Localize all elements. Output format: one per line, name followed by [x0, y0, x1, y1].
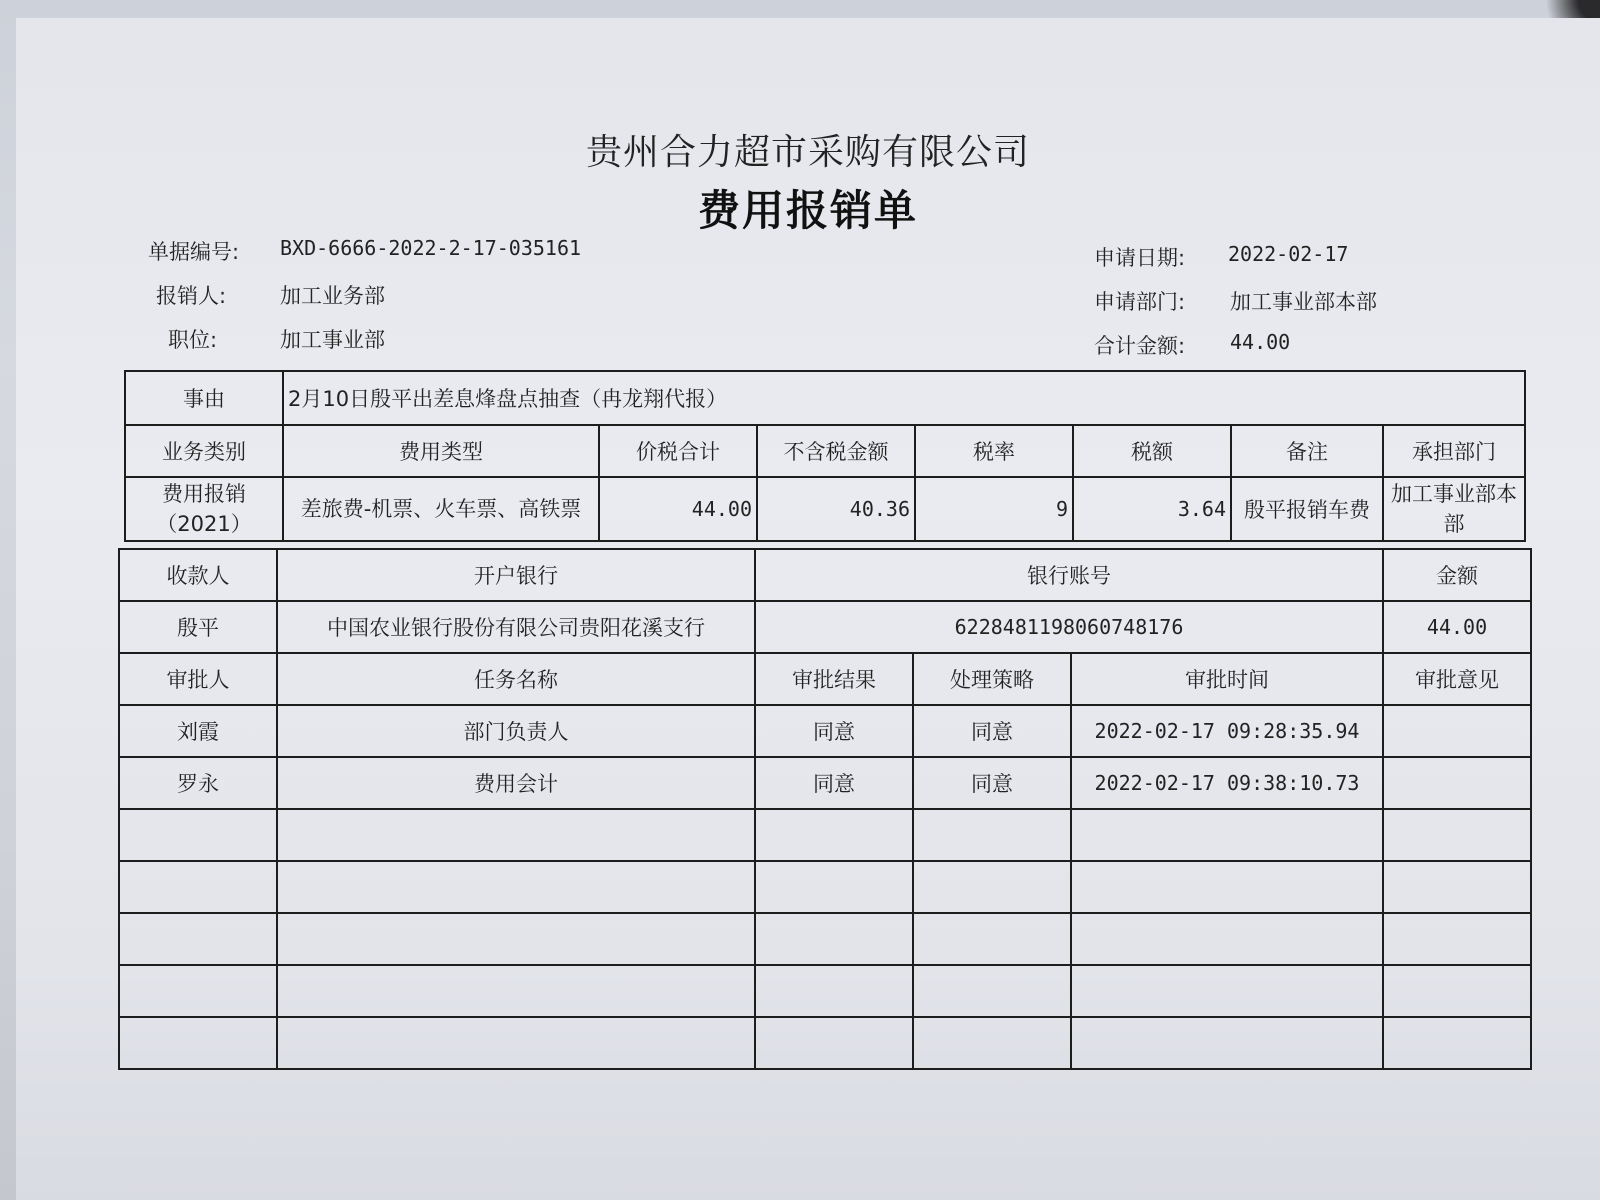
cell-total: 44.00 — [599, 477, 757, 541]
cell-approver: 罗永 — [119, 757, 277, 809]
claimant-label: 报销人: — [156, 284, 227, 308]
empty-cell — [119, 1017, 277, 1069]
header-net: 不含税金额 — [757, 425, 915, 477]
reason-value: 2月10日殷平出差息烽盘点抽查（冉龙翔代报） — [283, 371, 1525, 425]
empty-row — [119, 1017, 1531, 1069]
position-label: 职位: — [168, 328, 218, 352]
empty-cell — [1383, 809, 1531, 861]
empty-row — [119, 861, 1531, 913]
total-value: 44.00 — [1230, 330, 1291, 354]
empty-row — [119, 913, 1531, 965]
cell-category: 费用报销（2021） — [125, 477, 283, 541]
cell-dept: 加工事业部本部 — [1383, 477, 1525, 541]
header-category: 业务类别 — [125, 425, 283, 477]
total-label: 合计金额: — [1094, 334, 1186, 358]
empty-cell — [755, 965, 913, 1017]
empty-cell — [119, 809, 277, 861]
empty-cell — [913, 809, 1071, 861]
header-strategy: 处理策略 — [913, 653, 1071, 705]
empty-cell — [755, 1017, 913, 1069]
empty-cell — [277, 965, 755, 1017]
approval-row — [119, 757, 1531, 809]
empty-cell — [277, 1017, 755, 1069]
cell-approver: 刘霞 — [119, 705, 277, 757]
header-approver: 审批人 — [119, 653, 277, 705]
empty-cell — [1383, 1017, 1531, 1069]
empty-row — [119, 809, 1531, 861]
empty-cell — [913, 913, 1071, 965]
expense-header-row — [125, 425, 1525, 477]
header-dept: 承担部门 — [1383, 425, 1525, 477]
cell-bank: 中国农业银行股份有限公司贵阳花溪支行 — [277, 601, 755, 653]
cell-remark: 殷平报销车费 — [1231, 477, 1383, 541]
cell-payee: 殷平 — [119, 601, 277, 653]
empty-cell — [913, 861, 1071, 913]
company-name: 贵州合力超市采购有限公司 — [585, 132, 1030, 173]
empty-cell — [1383, 913, 1531, 965]
header-result: 审批结果 — [755, 653, 913, 705]
payment-header-row — [119, 549, 1531, 601]
empty-cell — [277, 861, 755, 913]
header-amount: 金额 — [1383, 549, 1531, 601]
empty-cell — [1071, 965, 1383, 1017]
reason-label: 事由 — [125, 371, 283, 425]
header-remark: 备注 — [1231, 425, 1383, 477]
payment-approval-table — [118, 548, 1532, 1070]
empty-cell — [1071, 809, 1383, 861]
cell-tax: 3.64 — [1073, 477, 1231, 541]
cell-time: 2022-02-17 09:28:35.94 — [1071, 705, 1383, 757]
empty-cell — [755, 913, 913, 965]
header-tax: 税额 — [1073, 425, 1231, 477]
cell-task: 费用会计 — [277, 757, 755, 809]
empty-cell — [913, 1017, 1071, 1069]
cell-account: 6228481198060748176 — [755, 601, 1383, 653]
header-bank: 开户银行 — [277, 549, 755, 601]
empty-cell — [277, 913, 755, 965]
header-rate: 税率 — [915, 425, 1073, 477]
approval-row — [119, 705, 1531, 757]
cell-time: 2022-02-17 09:38:10.73 — [1071, 757, 1383, 809]
doc-no-value: BXD-6666-2022-2-17-035161 — [280, 236, 582, 260]
cell-strategy: 同意 — [913, 705, 1071, 757]
apply-dept-label: 申请部门: — [1094, 290, 1186, 314]
apply-date-value: 2022-02-17 — [1228, 242, 1349, 266]
header-account: 银行账号 — [755, 549, 1383, 601]
cell-amount: 44.00 — [1383, 601, 1531, 653]
empty-cell — [913, 965, 1071, 1017]
header-type: 费用类型 — [283, 425, 599, 477]
empty-cell — [1071, 913, 1383, 965]
empty-cell — [277, 809, 755, 861]
doc-no-label: 单据编号: — [148, 240, 240, 264]
approval-header-row — [119, 653, 1531, 705]
cell-result: 同意 — [755, 705, 913, 757]
header-opinion: 审批意见 — [1383, 653, 1531, 705]
empty-cell — [119, 861, 277, 913]
cell-opinion — [1383, 705, 1531, 757]
position-value: 加工事业部 — [280, 328, 385, 352]
header-total: 价税合计 — [599, 425, 757, 477]
expense-table — [124, 370, 1526, 542]
apply-date-label: 申请日期: — [1094, 246, 1186, 270]
cell-task: 部门负责人 — [277, 705, 755, 757]
cell-rate: 9 — [915, 477, 1073, 541]
document-title: 费用报销单 — [697, 186, 918, 235]
cell-net: 40.36 — [757, 477, 915, 541]
apply-dept-value: 加工事业部本部 — [1230, 290, 1377, 314]
header-time: 审批时间 — [1071, 653, 1383, 705]
claimant-value: 加工业务部 — [280, 284, 385, 308]
empty-row — [119, 965, 1531, 1017]
empty-cell — [1071, 861, 1383, 913]
expense-row — [125, 477, 1525, 541]
empty-cell — [755, 861, 913, 913]
empty-cell — [1071, 1017, 1383, 1069]
cell-type: 差旅费-机票、火车票、高铁票 — [283, 477, 599, 541]
cell-strategy: 同意 — [913, 757, 1071, 809]
empty-cell — [119, 965, 277, 1017]
reason-row — [125, 371, 1525, 425]
payment-row — [119, 601, 1531, 653]
header-task: 任务名称 — [277, 653, 755, 705]
cell-result: 同意 — [755, 757, 913, 809]
empty-cell — [755, 809, 913, 861]
empty-cell — [119, 913, 277, 965]
empty-cell — [1383, 965, 1531, 1017]
expense-form-paper — [16, 18, 1600, 1200]
header-payee: 收款人 — [119, 549, 277, 601]
empty-cell — [1383, 861, 1531, 913]
cell-opinion — [1383, 757, 1531, 809]
